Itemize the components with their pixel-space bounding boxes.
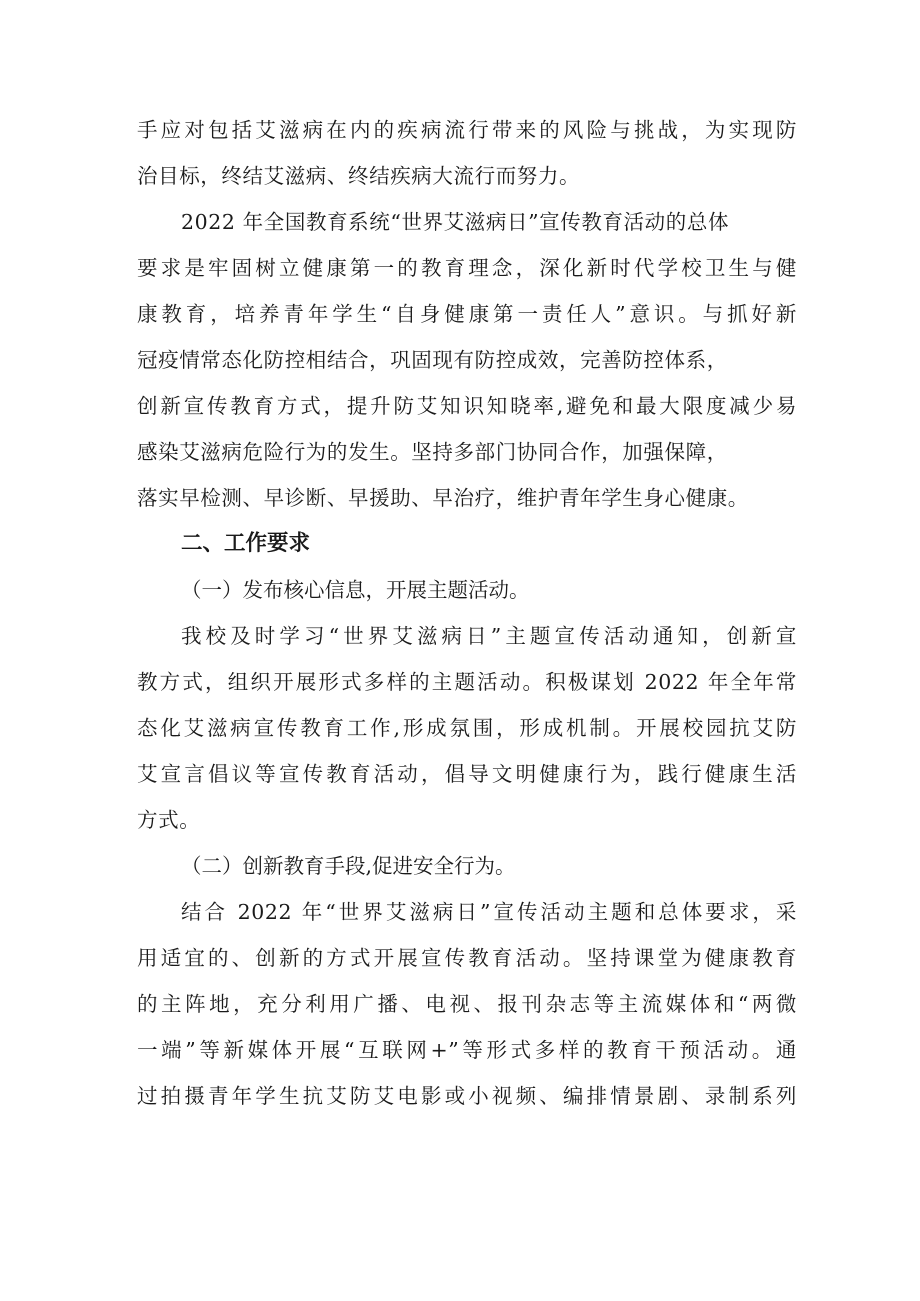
text-line: 治目标，终结艾滋病、终结疾病大流行而努力。 <box>137 164 581 188</box>
subsection-heading-2: （二）创新教育手段,促进安全行为。 <box>181 854 516 878</box>
text-line: 方式。 <box>137 808 201 832</box>
text-line: 结合 2022 年“世界艾滋病日”宣传活动主题和总体要求，采 <box>181 900 797 924</box>
text-line: 态化艾滋病宣传教育工作,形成氛围，形成机制。开展校园抗艾防 <box>137 716 797 740</box>
paragraph-continuation <box>137 107 797 199</box>
text-line: 康教育，培养青年学生“自身健康第一责任人”意识。与抓好新 <box>137 302 797 326</box>
text-line: 落实早检测、早诊断、早援助、早治疗，维护青年学生身心健康。 <box>137 486 749 510</box>
paragraph-innovation <box>137 889 797 1119</box>
text-line: 用适宜的、创新的方式开展宣传教育活动。坚持课堂为健康教育 <box>137 946 797 970</box>
text-line: 的主阵地，充分利用广播、电视、报刊杂志等主流媒体和“两微 <box>137 992 797 1016</box>
document-page <box>137 107 797 1119</box>
paragraph-core-info <box>137 613 797 843</box>
text-line: 教方式，组织开展形式多样的主题活动。积极谋划 2022 年全年常 <box>137 670 797 694</box>
subsection-heading-1: （一）发布核心信息，开展主题活动。 <box>181 578 530 602</box>
text-line: 感染艾滋病危险行为的发生。坚持多部门协同合作，加强保障， <box>137 440 728 464</box>
text-line: 我校及时学习“世界艾滋病日”主题宣传活动通知，创新宣 <box>181 624 797 648</box>
text-line: 要求是牢固树立健康第一的教育理念，深化新时代学校卫生与健 <box>137 256 797 280</box>
text-line: 手应对包括艾滋病在内的疾病流行带来的风险与挑战，为实现防 <box>137 118 797 142</box>
text-line: 2022 年全国教育系统“世界艾滋病日”宣传教育活动的总体 <box>181 210 730 234</box>
text-line: 过拍摄青年学生抗艾防艾电影或小视频、编排情景剧、录制系列 <box>137 1084 797 1108</box>
text-line: 创新宣传教育方式，提升防艾知识知晓率,避免和最大限度减少易 <box>137 394 797 418</box>
paragraph-overall-requirements <box>137 199 797 521</box>
text-line: 冠疫情常态化防控相结合，巩固现有防控成效，完善防控体系， <box>137 348 728 372</box>
section-heading: 二、工作要求 <box>181 531 311 556</box>
text-line: 一端”等新媒体开展“互联网+”等形式多样的教育干预活动。通 <box>137 1038 797 1062</box>
text-line: 艾宣言倡议等宣传教育活动，倡导文明健康行为，践行健康生活 <box>137 762 797 786</box>
